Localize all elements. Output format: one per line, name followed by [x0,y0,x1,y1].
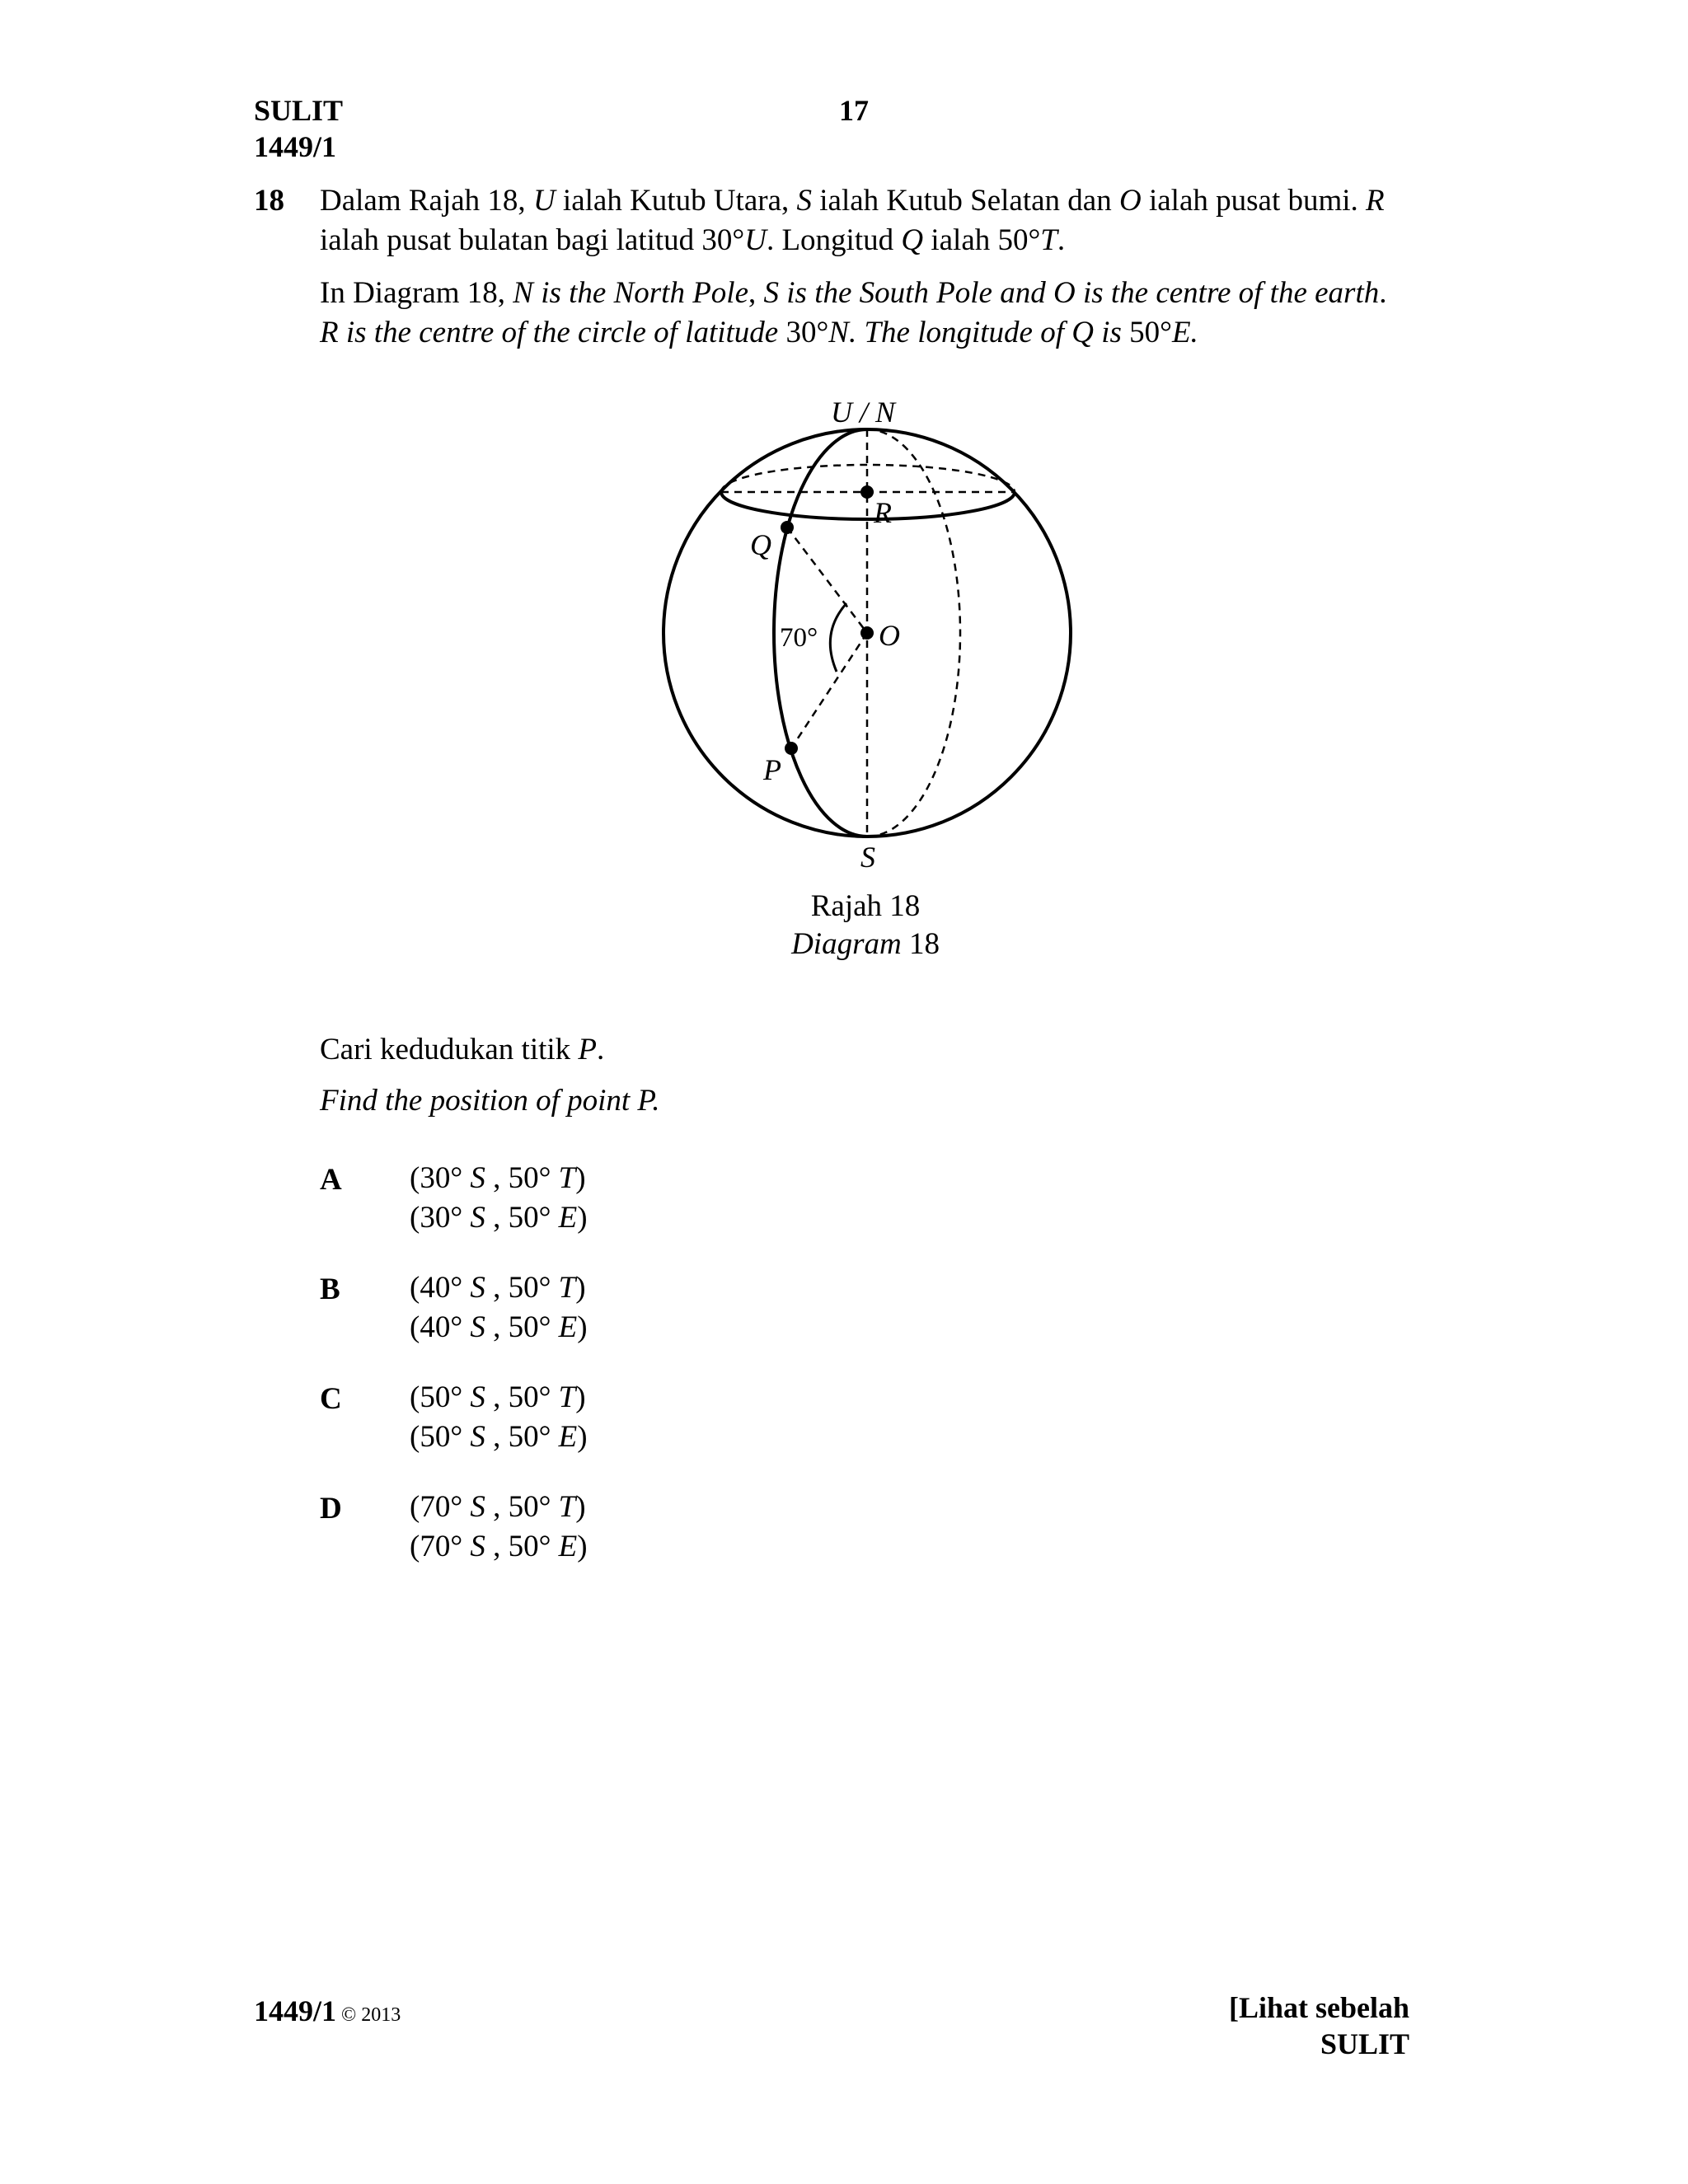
point-P [785,742,798,755]
point-O [860,626,874,640]
option-b-english: (40° S , 50° E) [410,1310,588,1344]
question-malay-line1: Dalam Rajah 18, U ialah Kutub Utara, S ialah Kutub Selatan dan O ialah pusat bumi. R [320,184,1385,218]
footer-sulit: SULIT [1320,2027,1409,2060]
caption-english: Diagram 18 [791,927,940,961]
option-a-english: (30° S , 50° E) [410,1201,588,1235]
question-english-line2: R is the centre of the circle of latitude 30°N. The longitude of Q is 50°E. [320,316,1198,349]
option-d-english: (70° S , 50° E) [410,1530,588,1563]
point-Q [781,521,794,534]
prompt-malay: Cari kedudukan titik P. [320,1033,605,1066]
prompt-english: Find the position of point P. [320,1084,660,1118]
header-sulit: SULIT [254,94,344,127]
label-angle: 70° [780,623,818,653]
caption-malay: Rajah 18 [810,889,921,923]
question-number: 18 [254,184,284,218]
label-Q: Q [750,528,771,561]
option-d-malay: (70° S , 50° T) [410,1490,586,1524]
option-c-letter[interactable]: C [320,1382,342,1416]
option-c-malay: (50° S , 50° T) [410,1380,586,1414]
question-malay-line2: ialah pusat bulatan bagi latitud 30°U. Longitud Q ialah 50°T. [320,223,1066,257]
radius-OQ [787,527,867,633]
label-O: O [879,619,900,652]
point-R [860,485,874,499]
label-north: U / N [831,396,896,429]
option-b-letter[interactable]: B [320,1272,340,1306]
globe-diagram [0,0,1688,989]
label-S: S [860,841,875,874]
question-english-line1: In Diagram 18, N is the North Pole, S is the South Pole and O is the centre of the earth. [320,276,1387,310]
option-a-malay: (30° S , 50° T) [410,1161,586,1195]
label-R: R [874,496,892,529]
option-b-malay: (40° S , 50° T) [410,1271,586,1305]
angle-arc [830,603,846,672]
footer-code: 1449/1 © 2013 [254,1994,401,2027]
page-number: 17 [839,94,869,127]
option-a-letter[interactable]: A [320,1163,342,1197]
label-P: P [763,753,781,786]
option-c-english: (50° S , 50° E) [410,1420,588,1454]
option-d-letter[interactable]: D [320,1492,342,1526]
footer-turn-over: [Lihat sebelah [1228,1991,1409,2024]
header-paper-code: 1449/1 [254,130,337,163]
